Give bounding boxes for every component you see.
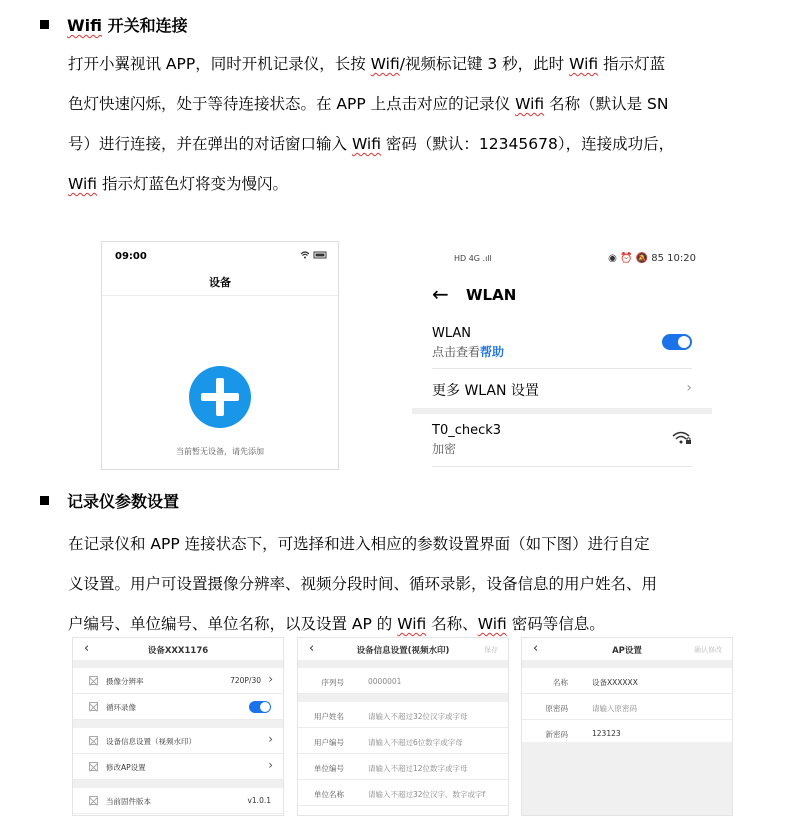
device-info-screenshot — [297, 637, 509, 816]
back-icon[interactable]: ‹ — [533, 641, 539, 656]
section-gap — [298, 660, 508, 668]
empty-state-text: 当前暂无设备，请先添加 — [176, 447, 264, 456]
bullet-icon — [40, 496, 49, 505]
more-wlan-settings-row[interactable]: 更多 WLAN 设置 › — [432, 380, 692, 399]
wifi-paragraph — [68, 44, 758, 204]
paragraph-line: 色灯快速闪烁，处于等待连接状态。在 APP 上点击对应的记录仪 Wifi 名称（默认是 SN — [68, 95, 669, 113]
screen-header — [298, 638, 508, 660]
setting-item[interactable]: 设备信息设置（视频水印） › — [73, 728, 283, 754]
loop-record-toggle[interactable] — [249, 701, 271, 713]
chevron-right-icon: › — [268, 672, 273, 686]
placeholder-icon — [89, 702, 98, 711]
paragraph-line: 号）进行连接，并在弹出的对话窗口输入 Wifi 密码（默认：12345678），连接成功后， — [68, 135, 675, 153]
help-text: 点击查看帮助 — [432, 345, 505, 359]
divider — [432, 466, 692, 467]
device-list-screenshot — [101, 241, 339, 470]
screen-header — [522, 638, 732, 660]
status-left: HD 4G .ıll — [454, 254, 492, 263]
wlan-settings-screenshot — [412, 241, 712, 470]
info-row: 序列号 0000001 — [298, 668, 508, 694]
screen-title: 设备 — [209, 276, 231, 289]
section-gap — [73, 720, 283, 728]
paragraph-line: 打开小翼视讯 APP，同时开机记录仪，长按 Wifi/视频标记键 3 秒，此时 Wifi 指示灯蓝 — [68, 55, 666, 73]
screen-title: WLAN — [466, 286, 517, 304]
wifi-lock-icon — [672, 431, 692, 449]
chevron-right-icon: › — [686, 380, 692, 396]
ap-field-row[interactable]: 名称 设备XXXXXX — [522, 668, 732, 694]
plus-circle-icon[interactable] — [189, 366, 251, 428]
ap-field-row[interactable]: 新密码 123123 — [522, 720, 732, 746]
section-heading-wifi — [40, 13, 188, 36]
setting-item[interactable]: 修改AP设置 › — [73, 754, 283, 780]
screen-title: AP设置 — [612, 646, 642, 656]
ap-settings-screenshot — [521, 637, 733, 816]
placeholder-icon — [89, 676, 98, 685]
info-field-row[interactable]: 用户编号 请输入不超过6位数字或字母 — [298, 728, 508, 754]
status-icons — [300, 250, 328, 263]
paragraph-line: 户编号、单位编号、单位名称，以及设置 AP 的 Wifi 名称、Wifi 密码等信息。 — [68, 615, 605, 633]
section-gap — [412, 408, 712, 414]
placeholder-icon — [89, 796, 98, 805]
placeholder-icon — [89, 736, 98, 745]
divider — [102, 295, 338, 296]
section-gap — [73, 780, 283, 788]
paragraph-line: Wifi 指示灯蓝色灯将变为慢闪。 — [68, 175, 288, 193]
section-gap — [522, 660, 732, 668]
setting-item[interactable]: 摄像分辨率 720P/30 › — [73, 668, 283, 694]
setting-item: 当前固件版本 v1.0.1 — [73, 788, 283, 814]
network-name: T0_check3 — [432, 423, 502, 438]
screen-title: 设备XXX1176 — [147, 646, 209, 656]
info-field-row[interactable]: 单位编号 请输入不超过12位数字或字母 — [298, 754, 508, 780]
network-row[interactable] — [432, 423, 692, 457]
bullet-icon — [40, 20, 49, 29]
screen-title: 设备信息设置(视频水印) — [356, 646, 450, 656]
setting-item[interactable]: 循环录像 — [73, 694, 283, 720]
back-arrow-icon[interactable]: ← — [432, 282, 449, 306]
section-gap — [298, 694, 508, 702]
back-icon[interactable]: ‹ — [84, 641, 90, 656]
status-right: ◉ ⏰ 🔕 85 10:20 — [608, 253, 696, 264]
confirm-button[interactable]: 确认修改 — [694, 646, 722, 654]
ap-field-row[interactable]: 原密码 请输入原密码 — [522, 694, 732, 720]
wlan-toggle[interactable] — [662, 334, 692, 350]
section-gap — [73, 660, 283, 668]
chevron-right-icon: › — [268, 732, 273, 746]
paragraph-line: 义设置。用户可设置摄像分辨率、视频分段时间、循环录影，设备信息的用户姓名、用 — [68, 575, 658, 593]
wlan-toggle-row[interactable] — [432, 326, 692, 368]
heading-text: 记录仪参数设置 — [67, 492, 180, 511]
device-settings-screenshot — [72, 637, 284, 816]
params-paragraph — [68, 524, 758, 644]
empty-area — [522, 742, 732, 815]
heading-text: Wifi 开关和连接 — [67, 16, 188, 35]
wifi-battery-icon — [300, 250, 328, 260]
paragraph-line: 在记录仪和 APP 连接状态下，可选择和进入相应的参数设置界面（如下图）进行自定 — [68, 535, 650, 553]
chevron-right-icon: › — [268, 758, 273, 772]
placeholder-icon — [89, 762, 98, 771]
section-heading-params — [40, 489, 179, 512]
help-link[interactable]: 帮助 — [480, 345, 505, 359]
info-field-row[interactable]: 用户姓名 请输入不超过32位汉字或字母 — [298, 702, 508, 728]
status-time: 09:00 — [115, 251, 147, 262]
screen-header — [73, 638, 283, 660]
wlan-label: WLAN — [432, 326, 472, 341]
back-icon[interactable]: ‹ — [309, 641, 315, 656]
info-field-row[interactable]: 单位名称 请输入不超过32位汉字、数字或字f — [298, 780, 508, 806]
divider — [432, 368, 692, 369]
save-button[interactable]: 保存 — [484, 646, 498, 654]
network-security: 加密 — [432, 442, 457, 456]
